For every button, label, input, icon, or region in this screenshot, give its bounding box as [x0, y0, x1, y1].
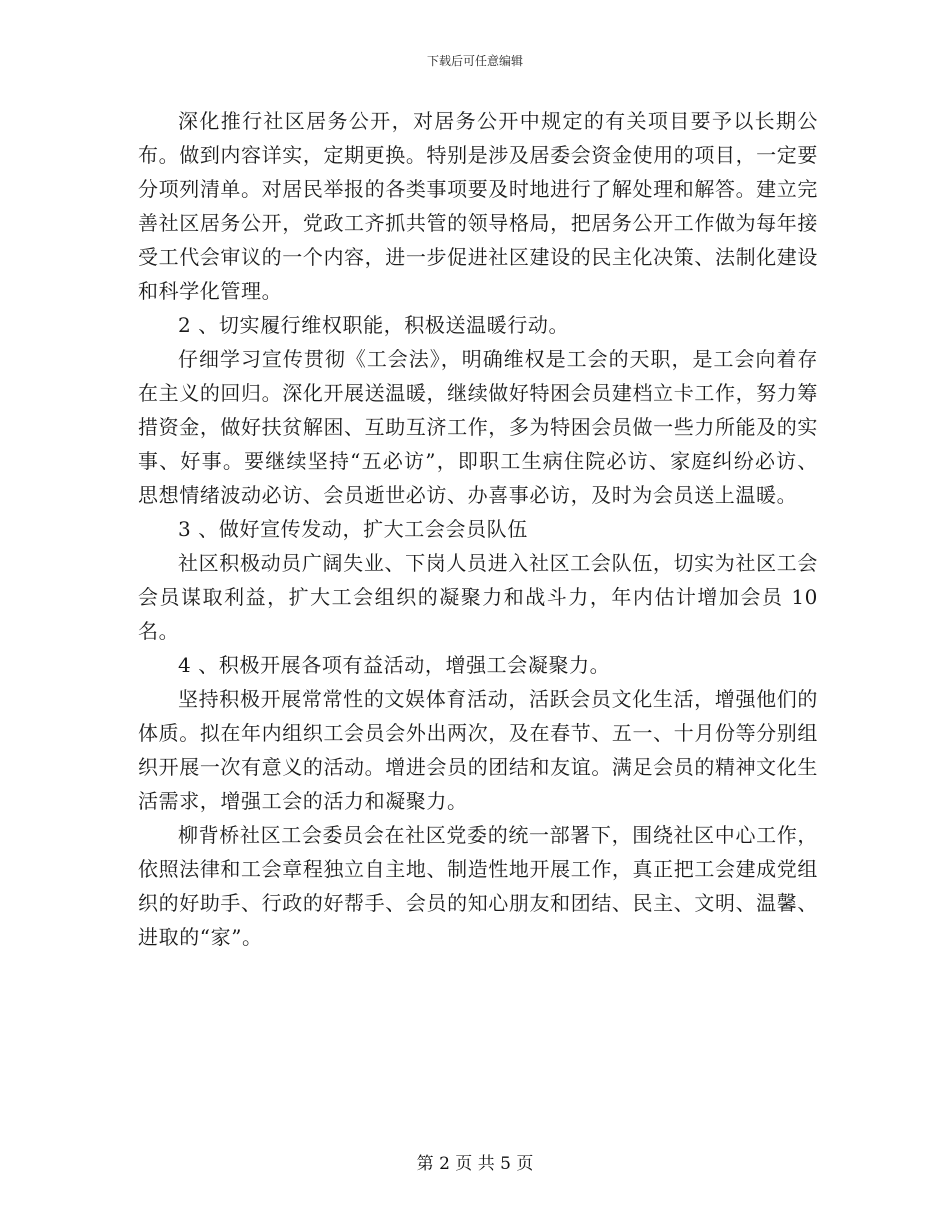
heading-activities: 4 、积极开展各项有益活动，增强工会凝聚力。: [178, 653, 611, 677]
paragraph-public-affairs: 深化推行社区居务公开，对居务公开中规定的有关项目要予以长期公布。做到内容详实，定期更换。特别是涉及居委会资金使用的项目，一定要分项列清单。对居民举报的各类事项要及时地进行了解处理和解答。建立完善社区居务公开，党政工齐抓共管的领导格局，把居务公开工作做为每年接受工代会审议的一个内容，进一步促进社区建设的民主化决策、法制化建设和科学化管理。: [138, 109, 818, 303]
header-note: 下载后可任意编辑: [426, 54, 523, 68]
heading-rights-protection: 2 、切实履行维权职能，积极送温暖行动。: [178, 313, 570, 337]
paragraph-activities: 坚持积极开展常常性的文娱体育活动，活跃会员文化生活，增强他们的体质。拟在年内组织工会员会外出两次，及在春节、五一、十月份等分别组织开展一次有意义的活动。增进会员的团结和友谊。满足会员的精神文化生活需求，增强工会的活力和凝聚力。: [138, 687, 818, 813]
paragraph-conclusion: 柳背桥社区工会委员会在社区党委的统一部署下，围绕社区中心工作，依照法律和工会章程独立自主地、制造性地开展工作，真正把工会建成党组织的好助手、行政的好帮手、会员的知心朋友和团结、民主、文明、温馨、进取的“家”。: [138, 823, 818, 949]
paragraph-membership: 社区积极动员广阔失业、下岗人员进入社区工会队伍，切实为社区工会会员谋取利益，扩大工会组织的凝聚力和战斗力，年内估计增加会员 10名。: [138, 551, 818, 643]
document-body: [138, 104, 818, 954]
page-number: 第 2 页 共 5 页: [416, 1154, 534, 1174]
heading-membership: 3 、做好宣传发动，扩大工会会员队伍: [178, 517, 528, 541]
paragraph-rights-protection: 仔细学习宣传贯彻《工会法》，明确维权是工会的天职，是工会向着存在主义的回归。深化开展送温暖，继续做好特困会员建档立卡工作，努力筹措资金，做好扶贫解困、互助互济工作，多为特困会员做一些力所能及的实事、好事。要继续坚持“五必访”，即职工生病住院必访、家庭纠纷必访、思想情绪波动必访、会员逝世必访、办喜事必访，及时为会员送上温暖。: [138, 347, 818, 507]
